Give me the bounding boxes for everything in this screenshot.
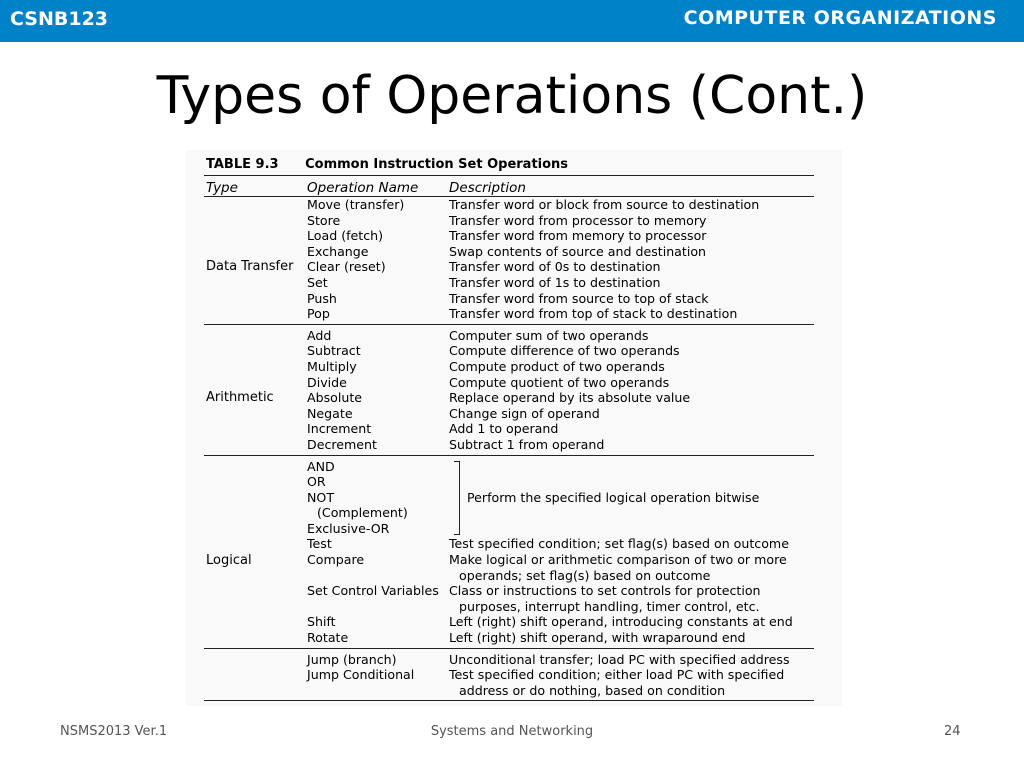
table-row bbox=[204, 390, 814, 406]
operation-description: Transfer word from processor to memory bbox=[449, 212, 707, 228]
table-row bbox=[204, 291, 814, 307]
table-row bbox=[204, 213, 814, 229]
operation-name: Shift bbox=[307, 614, 336, 630]
operation-description: operands; set flag(s) based on outcome bbox=[459, 567, 711, 583]
page-number: 24 bbox=[944, 724, 961, 739]
table-row bbox=[204, 406, 814, 422]
type-label: Data Transfer bbox=[206, 258, 294, 274]
type-label: Arithmetic bbox=[206, 389, 274, 405]
operation-name: AND bbox=[307, 458, 335, 474]
operation-description: Compute difference of two operands bbox=[449, 343, 680, 359]
operation-description: Transfer word of 1s to destination bbox=[449, 274, 661, 290]
table-caption-text: Common Instruction Set Operations bbox=[305, 157, 569, 172]
operation-description: Test specified condition; set flag(s) based on outcome bbox=[449, 536, 789, 552]
table-row bbox=[204, 375, 814, 391]
operation-description: Transfer word or block from source to destination bbox=[449, 197, 760, 212]
table-row bbox=[204, 359, 814, 375]
operation-name: Increment bbox=[307, 421, 372, 437]
operation-name: Jump Conditional bbox=[307, 667, 415, 683]
operation-description: Left (right) shift operand, with wraparound end bbox=[449, 630, 746, 646]
operation-name: NOT bbox=[307, 489, 335, 505]
table-row bbox=[204, 197, 814, 213]
table-number: TABLE 9.3 bbox=[206, 157, 279, 172]
operation-name: Exchange bbox=[307, 243, 369, 259]
table-group bbox=[204, 652, 814, 702]
column-header-operation: Operation Name bbox=[307, 180, 419, 196]
course-code: CSNB123 bbox=[10, 8, 109, 30]
table-row bbox=[204, 667, 814, 683]
operation-description: Compute quotient of two operands bbox=[449, 374, 670, 390]
operation-name: Exclusive-OR bbox=[307, 520, 390, 536]
bitwise-note: Perform the specified logical operation bitwise bbox=[467, 489, 760, 505]
operation-name: Compare bbox=[307, 552, 365, 568]
table-row bbox=[204, 459, 814, 475]
operation-description: Compute product of two operands bbox=[449, 358, 665, 374]
table-row bbox=[204, 583, 814, 599]
table-row bbox=[204, 259, 814, 275]
operation-name: Add bbox=[307, 327, 332, 343]
table-row bbox=[204, 437, 814, 453]
table-row bbox=[204, 244, 814, 260]
operation-name: Pop bbox=[307, 306, 330, 322]
operation-description: Unconditional transfer; load PC with specified address bbox=[449, 651, 790, 667]
operation-name: Set Control Variables bbox=[307, 583, 439, 599]
operation-description: Subtract 1 from operand bbox=[449, 436, 605, 452]
table-row bbox=[204, 568, 814, 584]
table-group bbox=[204, 197, 814, 325]
operation-description: Transfer word from memory to processor bbox=[449, 228, 707, 244]
operation-description: Swap contents of source and destination bbox=[449, 243, 707, 259]
operation-description: address or do nothing, based on condition bbox=[459, 682, 726, 698]
table-row bbox=[204, 421, 814, 437]
table-row bbox=[204, 536, 814, 552]
footer-version: NSMS2013 Ver.1 bbox=[60, 724, 168, 739]
table-row bbox=[204, 552, 814, 568]
table-row bbox=[204, 228, 814, 244]
table-row bbox=[204, 505, 814, 521]
slide-title: Types of Operations (Cont.) bbox=[156, 66, 868, 126]
table-group bbox=[204, 459, 814, 649]
operation-description: Make logical or arithmetic comparison of two or more bbox=[449, 552, 787, 568]
table-top-rule bbox=[204, 175, 814, 176]
footer-course: Systems and Networking bbox=[430, 724, 594, 739]
operation-name: Clear (reset) bbox=[307, 259, 386, 275]
operation-description: purposes, interrupt handling, timer control, etc. bbox=[459, 598, 760, 614]
table-row bbox=[204, 652, 814, 668]
operation-name: (Complement) bbox=[317, 505, 408, 521]
operation-description: Computer sum of two operands bbox=[449, 327, 649, 343]
operation-name: Negate bbox=[307, 405, 353, 421]
operation-name: Set bbox=[307, 274, 328, 290]
logical-bracket bbox=[454, 461, 460, 535]
operation-description: Transfer word from top of stack to destination bbox=[449, 306, 738, 322]
table-row bbox=[204, 275, 814, 291]
operation-description: Test specified condition; either load PC with specified bbox=[449, 667, 785, 683]
type-label: Logical bbox=[206, 553, 252, 569]
table-row bbox=[204, 630, 814, 646]
operation-name: Push bbox=[307, 290, 337, 306]
table-row bbox=[204, 683, 814, 699]
subject-title: COMPUTER ORGANIZATIONS bbox=[683, 7, 997, 29]
table-row bbox=[204, 614, 814, 630]
operation-name: Store bbox=[307, 212, 341, 228]
operation-description: Transfer word of 0s to destination bbox=[449, 259, 661, 275]
operation-name: Absolute bbox=[307, 390, 363, 406]
column-header-description: Description bbox=[449, 180, 526, 196]
operation-name: Move (transfer) bbox=[307, 197, 405, 212]
operation-description: Add 1 to operand bbox=[449, 421, 559, 437]
operation-name: Multiply bbox=[307, 358, 357, 374]
table-caption bbox=[206, 157, 568, 172]
table-body bbox=[204, 197, 814, 701]
operation-name: Decrement bbox=[307, 436, 377, 452]
table-group bbox=[204, 328, 814, 456]
operation-name: Rotate bbox=[307, 630, 349, 646]
operation-name: Test bbox=[307, 536, 332, 552]
table-row bbox=[204, 521, 814, 537]
table-row bbox=[204, 306, 814, 322]
operation-description: Transfer word from source to top of stack bbox=[449, 290, 709, 306]
table-row bbox=[204, 474, 814, 490]
operation-name: Load (fetch) bbox=[307, 228, 384, 244]
operation-description: Class or instructions to set controls for protection bbox=[449, 583, 761, 599]
operation-description: Replace operand by its absolute value bbox=[449, 390, 691, 406]
table-row bbox=[204, 599, 814, 615]
table-row bbox=[204, 328, 814, 344]
operation-name: Divide bbox=[307, 374, 347, 390]
table-row bbox=[204, 343, 814, 359]
header-bar bbox=[0, 0, 1024, 42]
column-header-type: Type bbox=[206, 180, 238, 196]
operation-description: Left (right) shift operand, introducing constants at end bbox=[449, 614, 793, 630]
operation-description: Change sign of operand bbox=[449, 405, 600, 421]
operation-name: Jump (branch) bbox=[307, 651, 397, 667]
operation-name: Subtract bbox=[307, 343, 361, 359]
operation-name: OR bbox=[307, 474, 326, 490]
